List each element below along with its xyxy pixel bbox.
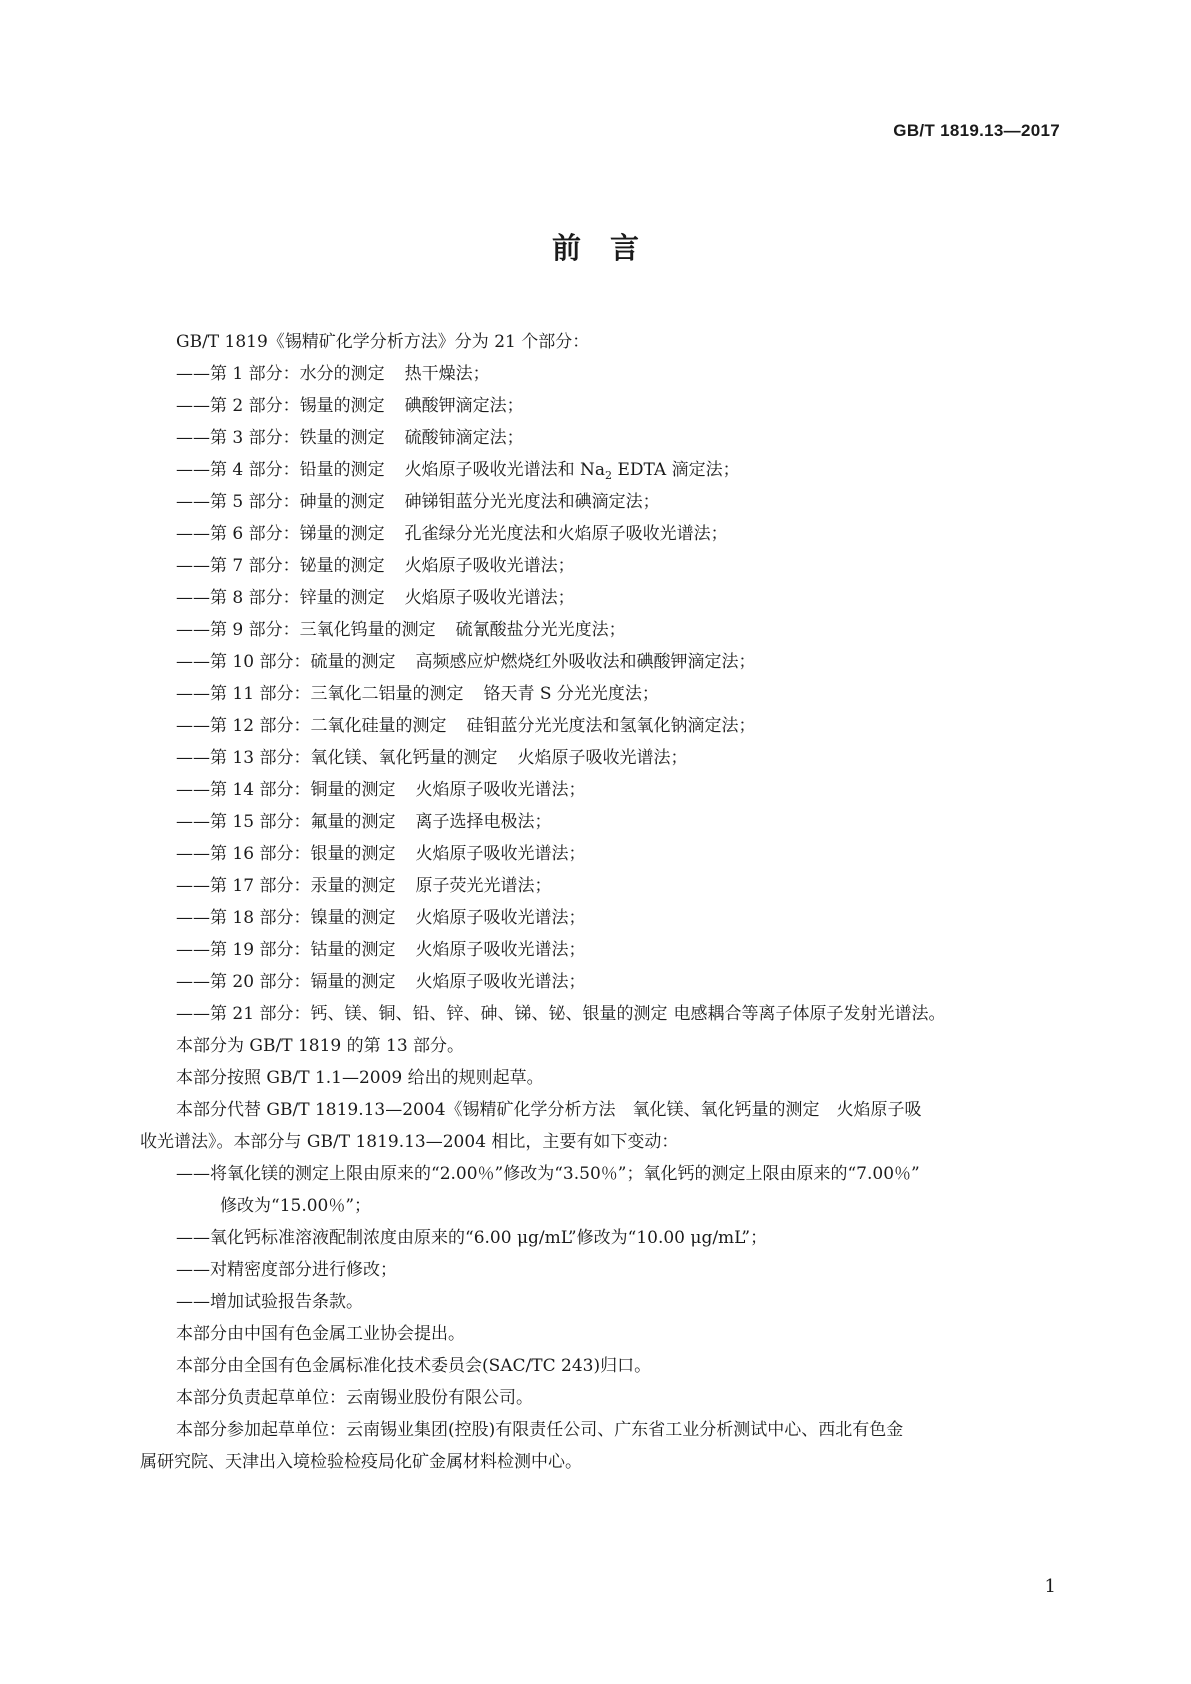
part-subject: 硫量的测定	[310, 652, 396, 672]
part-method: 原子荧光光谱法；	[415, 876, 552, 896]
part-label: ——第 18 部分：	[176, 908, 311, 928]
paragraph: 本部分由全国有色金属标准化技术委员会(SAC/TC 243)归口。	[176, 1356, 652, 1376]
part-label: ——第 20 部分：	[176, 972, 311, 992]
part-item	[176, 454, 1061, 486]
part-subject: 铅量的测定	[299, 460, 385, 480]
part-subject: 砷量的测定	[299, 492, 385, 512]
part-subject: 锡量的测定	[299, 396, 385, 416]
part-subject: 氟量的测定	[310, 812, 396, 832]
part-subject: 锌量的测定	[299, 588, 385, 608]
parts-list	[176, 358, 1061, 1030]
paragraph: 本部分代替 GB/T 1819.13—2004《锡精矿化学分析方法 氧化镁、氧化钙量的测定 火焰原子吸	[176, 1100, 922, 1120]
paragraph-continuation: 属研究院、天津出入境检验检疫局化矿金属材料检测中心。	[140, 1452, 582, 1472]
part-subject: 水分的测定	[299, 364, 385, 384]
paragraph: 本部分参加起草单位：云南锡业集团(控股)有限责任公司、广东省工业分析测试中心、西北有色金	[176, 1420, 904, 1440]
part-item	[176, 870, 1061, 902]
part-method: 火焰原子吸收光谱法；	[415, 940, 586, 960]
paragraph: 本部分为 GB/T 1819 的第 13 部分。	[176, 1036, 465, 1056]
part-method: 火焰原子吸收光谱法和 Na	[404, 460, 606, 480]
part-method: 火焰原子吸收光谱法；	[517, 748, 688, 768]
part-subject: 三氧化钨量的测定	[299, 620, 436, 640]
part-item	[176, 678, 1061, 710]
part-subject: 银量的测定	[310, 844, 396, 864]
part-method: 硫氰酸盐分光光度法；	[455, 620, 626, 640]
paragraph-continuation: 收光谱法》。本部分与 GB/T 1819.13—2004 相比，主要有如下变动：	[140, 1132, 679, 1152]
part-item	[176, 742, 1061, 774]
part-label: ——第 14 部分：	[176, 780, 311, 800]
intro-line: GB/T 1819《锡精矿化学分析方法》分为 21 个部分：	[176, 332, 590, 352]
part-method: 火焰原子吸收光谱法；	[415, 844, 586, 864]
part-subject: 氧化镁、氧化钙量的测定	[310, 748, 498, 768]
page-title: 前 言	[551, 231, 639, 265]
part-item	[176, 486, 1061, 518]
part-label: ——第 4 部分：	[176, 460, 300, 480]
part-method: 孔雀绿分光光度法和火焰原子吸收光谱法；	[404, 524, 728, 544]
part-item	[176, 966, 1061, 998]
part-subject: 汞量的测定	[310, 876, 396, 896]
part-method: 碘酸钾滴定法；	[404, 396, 524, 416]
part-method: 电感耦合等离子体原子发射光谱法。	[673, 1004, 946, 1024]
part-label: ——第 3 部分：	[176, 428, 300, 448]
part-item	[176, 774, 1061, 806]
part-method: 离子选择电极法；	[415, 812, 552, 832]
part-label: ——第 2 部分：	[176, 396, 300, 416]
paragraph: 本部分由中国有色金属工业协会提出。	[176, 1324, 465, 1344]
page-number: 1	[1044, 1576, 1056, 1597]
change-item-continuation: 修改为“15.00％”；	[220, 1196, 372, 1216]
part-method: 砷锑钼蓝分光光度法和碘滴定法；	[404, 492, 660, 512]
part-label: ——第 19 部分：	[176, 940, 311, 960]
part-item	[176, 422, 1061, 454]
foreword-body	[140, 326, 1061, 1478]
part-label: ——第 9 部分：	[176, 620, 300, 640]
part-subject: 三氧化二铝量的测定	[310, 684, 464, 704]
part-subject: 钴量的测定	[310, 940, 396, 960]
part-item	[176, 358, 1061, 390]
part-item	[176, 390, 1061, 422]
part-subject: 铋量的测定	[299, 556, 385, 576]
paragraph: 本部分负责起草单位：云南锡业股份有限公司。	[176, 1388, 533, 1408]
part-item	[176, 806, 1061, 838]
part-subject: 铜量的测定	[310, 780, 396, 800]
part-label: ——第 8 部分：	[176, 588, 300, 608]
part-method-tail: EDTA 滴定法；	[612, 460, 740, 480]
standard-code: GB/T 1819.13—2017	[893, 121, 1060, 140]
part-method: 火焰原子吸收光谱法；	[404, 556, 575, 576]
change-item: ——氧化钙标准溶液配制浓度由原来的“6.00 μg/mL”修改为“10.00 μg/mL”；	[176, 1228, 768, 1248]
part-label: ——第 12 部分：	[176, 716, 311, 736]
part-subject: 二氧化硅量的测定	[310, 716, 447, 736]
part-label: ——第 13 部分：	[176, 748, 311, 768]
part-item	[176, 614, 1061, 646]
part-label: ——第 17 部分：	[176, 876, 311, 896]
part-label: ——第 21 部分：	[176, 1004, 311, 1024]
part-method: 热干燥法；	[404, 364, 490, 384]
part-item	[176, 998, 1061, 1030]
subscript: 2	[605, 469, 613, 482]
part-label: ——第 7 部分：	[176, 556, 300, 576]
part-item	[176, 550, 1061, 582]
part-label: ——第 10 部分：	[176, 652, 311, 672]
part-subject: 铁量的测定	[299, 428, 385, 448]
part-item	[176, 582, 1061, 614]
paragraph: 本部分按照 GB/T 1.1—2009 给出的规则起草。	[176, 1068, 544, 1088]
part-method: 火焰原子吸收光谱法；	[404, 588, 575, 608]
part-method: 硫酸铈滴定法；	[404, 428, 524, 448]
change-item: ——将氧化镁的测定上限由原来的“2.00％”修改为“3.50％”；氧化钙的测定上限由原来的“7.00％”	[176, 1164, 920, 1184]
part-item	[176, 934, 1061, 966]
part-item	[176, 838, 1061, 870]
change-item: ——对精密度部分进行修改；	[176, 1260, 397, 1280]
part-label: ——第 15 部分：	[176, 812, 311, 832]
part-label: ——第 16 部分：	[176, 844, 311, 864]
part-subject: 镉量的测定	[310, 972, 396, 992]
part-method: 高频感应炉燃烧红外吸收法和碘酸钾滴定法；	[415, 652, 756, 672]
part-method: 火焰原子吸收光谱法；	[415, 780, 586, 800]
part-item	[176, 710, 1061, 742]
part-subject: 镍量的测定	[310, 908, 396, 928]
part-item	[176, 902, 1061, 934]
part-label: ——第 5 部分：	[176, 492, 300, 512]
part-method: 硅钼蓝分光光度法和氢氧化钠滴定法；	[466, 716, 756, 736]
part-item	[176, 646, 1061, 678]
part-method: 铬天青 S 分光光度法；	[483, 684, 659, 704]
change-item: ——增加试验报告条款。	[176, 1292, 363, 1312]
part-label: ——第 11 部分：	[176, 684, 311, 704]
part-label: ——第 6 部分：	[176, 524, 300, 544]
part-method: 火焰原子吸收光谱法；	[415, 972, 586, 992]
part-item	[176, 518, 1061, 550]
part-label: ——第 1 部分：	[176, 364, 300, 384]
part-subject: 锑量的测定	[299, 524, 385, 544]
part-subject: 钙、镁、铜、铅、锌、砷、锑、铋、银量的测定	[310, 1004, 668, 1024]
part-method: 火焰原子吸收光谱法；	[415, 908, 586, 928]
